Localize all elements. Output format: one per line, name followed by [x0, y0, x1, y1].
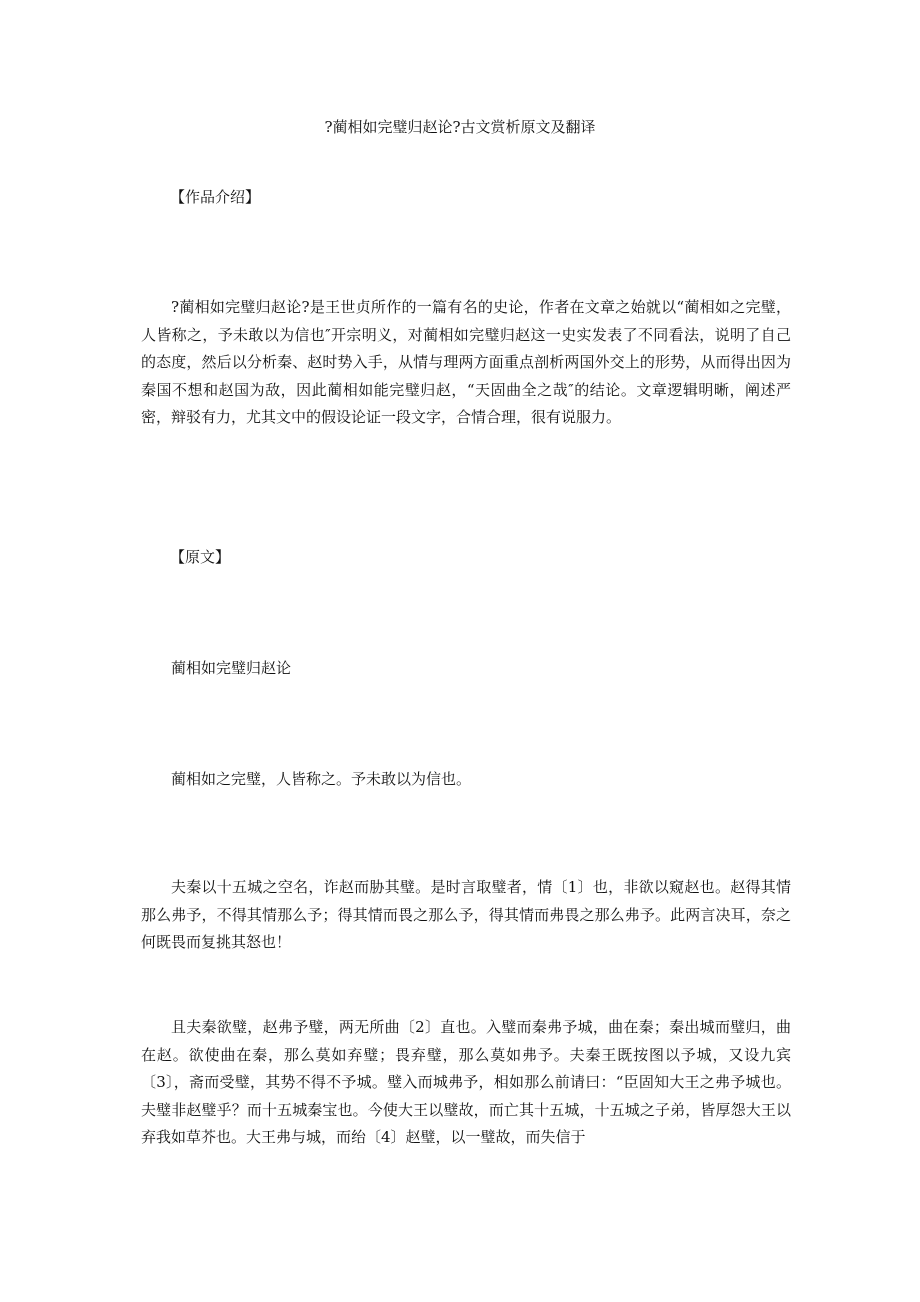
intro-heading: 【作品介绍】 [170, 188, 261, 206]
original-heading: 【原文】 [170, 548, 231, 566]
original-title: 蔺相如完璧归赵论 [171, 659, 292, 677]
original-paragraph-2: 且夫秦欲璧，赵弗予璧，两无所曲〔2〕直也。入璧而秦弗予城，曲在秦；秦出城而璧归，曲在赵。欲使曲在秦，那么莫如弃璧；畏弃璧，那么莫如弗予。夫秦王既按图以予城，又设九宾〔3〕，斋而受璧，其势不得不予城。璧入而城弗予，相如那么前请曰：“臣固知大王之弗予城也。夫璧非赵璧乎？而十五城秦宝也。今使大王以璧故，而亡其十五城，十五城之子弟，皆厚怨大王以弃我如草芥也。大王弗与城，而绐〔4〕赵璧，以一璧故，而失信于 [141, 1018, 791, 1146]
intro-paragraph: ?蔺相如完璧归赵论?是王世贞所作的一篇有名的史论，作者在文章之始就以“蔺相如之完璧，人皆称之，予未敢以为信也″开宗明义，对蔺相如完璧归赵这一史实发表了不同看法，说明了自己的态度，然后以分析秦、赵时势入手，从情与理两方面重点剖析两国外交上的形势，从而得出因为秦国不想和赵国为敌，因此蔺相如能完璧归赵，“天固曲全之哉″的结论。文章逻辑明晰，阐述严密，辩驳有力，尤其文中的假设论证一段文字，合情合理，很有说服力。 [141, 298, 791, 426]
original-line-1: 蔺相如之完璧，人皆称之。予未敢以为信也。 [171, 770, 472, 788]
original-paragraph-1: 夫秦以十五城之空名，诈赵而胁其璧。是时言取璧者，情〔1〕也，非欲以窥赵也。赵得其情那么弗予，不得其情那么予；得其情而畏之那么予，得其情而弗畏之那么弗予。此两言决耳，奈之何既畏而复挑其怒也！ [141, 878, 791, 951]
document-title: ?蔺相如完璧归赵论?古文赏析原文及翻译 [324, 118, 596, 136]
